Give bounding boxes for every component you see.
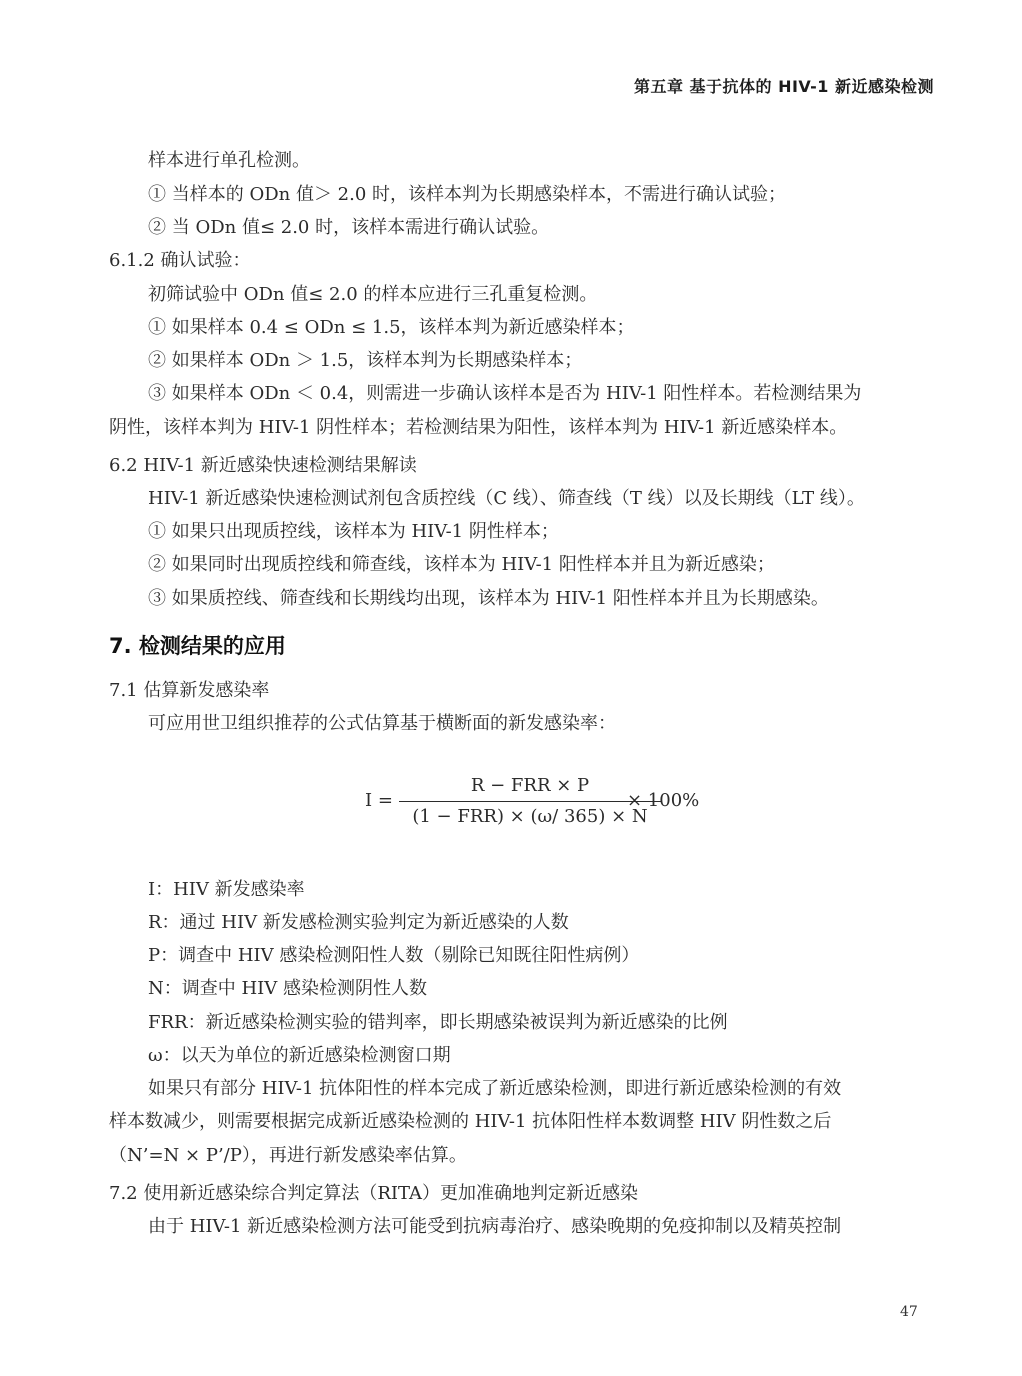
body-line: 样本进行单孔检测。 — [148, 150, 310, 171]
definition-line: ω：以天为单位的新近感染检测窗口期 — [148, 1045, 451, 1066]
body-line: ② 如果同时出现质控线和筛查线，该样本为 HIV-1 阳性样本并且为新近感染； — [148, 554, 775, 575]
subsection-heading: 7.2 使用新近感染综合判定算法（RITA）更加准确地判定新近感染 — [109, 1183, 639, 1204]
body-line: 可应用世卫组织推荐的公式估算基于横断面的新发感染率： — [148, 713, 616, 734]
body-line: HIV-1 新近感染快速检测试剂包含质控线（C 线）、筛查线（T 线）以及长期线（LT 线）。 — [148, 488, 865, 509]
definition-line: R：通过 HIV 新发感检测实验判定为新近感染的人数 — [148, 912, 569, 933]
definition-line: I：HIV 新发感染率 — [148, 879, 305, 900]
incidence-formula — [365, 772, 705, 834]
subsection-heading: 6.1.2 确认试验： — [109, 250, 251, 271]
body-line: （N’=N × P’/P），再进行新发感染率估算。 — [109, 1145, 467, 1166]
page-number: 47 — [900, 1304, 918, 1320]
formula-denominator: (1 − FRR) × (ω/ 365) × N — [412, 806, 648, 827]
body-line: 样本数减少，则需要根据完成新近感染检测的 HIV-1 抗体阳性样本数调整 HIV 阴性数之后 — [109, 1111, 832, 1132]
body-line: 如果只有部分 HIV-1 抗体阳性的样本完成了新近感染检测，即进行新近感染检测的有效 — [148, 1078, 842, 1099]
fraction-bar — [399, 801, 661, 802]
definition-line: P：调查中 HIV 感染检测阳性人数（剔除已知既往阳性病例） — [148, 945, 640, 966]
body-line: ③ 如果质控线、筛查线和长期线均出现，该样本为 HIV-1 阳性样本并且为长期感染。 — [148, 588, 829, 609]
body-line: 初筛试验中 ODn 值≤ 2.0 的样本应进行三孔重复检测。 — [148, 284, 598, 305]
body-line: ① 如果只出现质控线，该样本为 HIV-1 阴性样本； — [148, 521, 559, 542]
body-line: ① 当样本的 ODn 值＞ 2.0 时，该样本判为长期感染样本，不需进行确认试验； — [148, 184, 787, 205]
body-line: 由于 HIV-1 新近感染检测方法可能受到抗病毒治疗、感染晚期的免疫抑制以及精英控制 — [148, 1216, 842, 1237]
running-header: 第五章 基于抗体的 HIV-1 新近感染检测 — [633, 77, 934, 96]
section-heading: 7. 检测结果的应用 — [109, 634, 286, 658]
formula-numerator: R − FRR × P — [470, 775, 590, 796]
body-line: ② 如果样本 ODn ＞ 1.5，该样本判为长期感染样本； — [148, 350, 583, 371]
body-line: ② 当 ODn 值≤ 2.0 时，该样本需进行确认试验。 — [148, 217, 550, 238]
body-line: 阴性，该样本判为 HIV-1 阴性样本；若检测结果为阳性，该样本判为 HIV-1 新近感染样本。 — [109, 417, 848, 438]
subsection-heading: 6.2 HIV-1 新近感染快速检测结果解读 — [109, 455, 417, 476]
formula-rhs: × 100% — [627, 790, 700, 811]
body-line: ③ 如果样本 ODn ＜ 0.4，则需进一步确认该样本是否为 HIV-1 阳性样本。若检测结果为 — [148, 383, 862, 404]
body-line: ① 如果样本 0.4 ≤ ODn ≤ 1.5，该样本判为新近感染样本； — [148, 317, 635, 338]
formula-lhs: I = — [365, 790, 393, 811]
definition-line: FRR：新近感染检测实验的错判率，即长期感染被误判为新近感染的比例 — [148, 1012, 728, 1033]
definition-line: N：调查中 HIV 感染检测阴性人数 — [148, 978, 427, 999]
subsection-heading: 7.1 估算新发感染率 — [109, 680, 270, 701]
